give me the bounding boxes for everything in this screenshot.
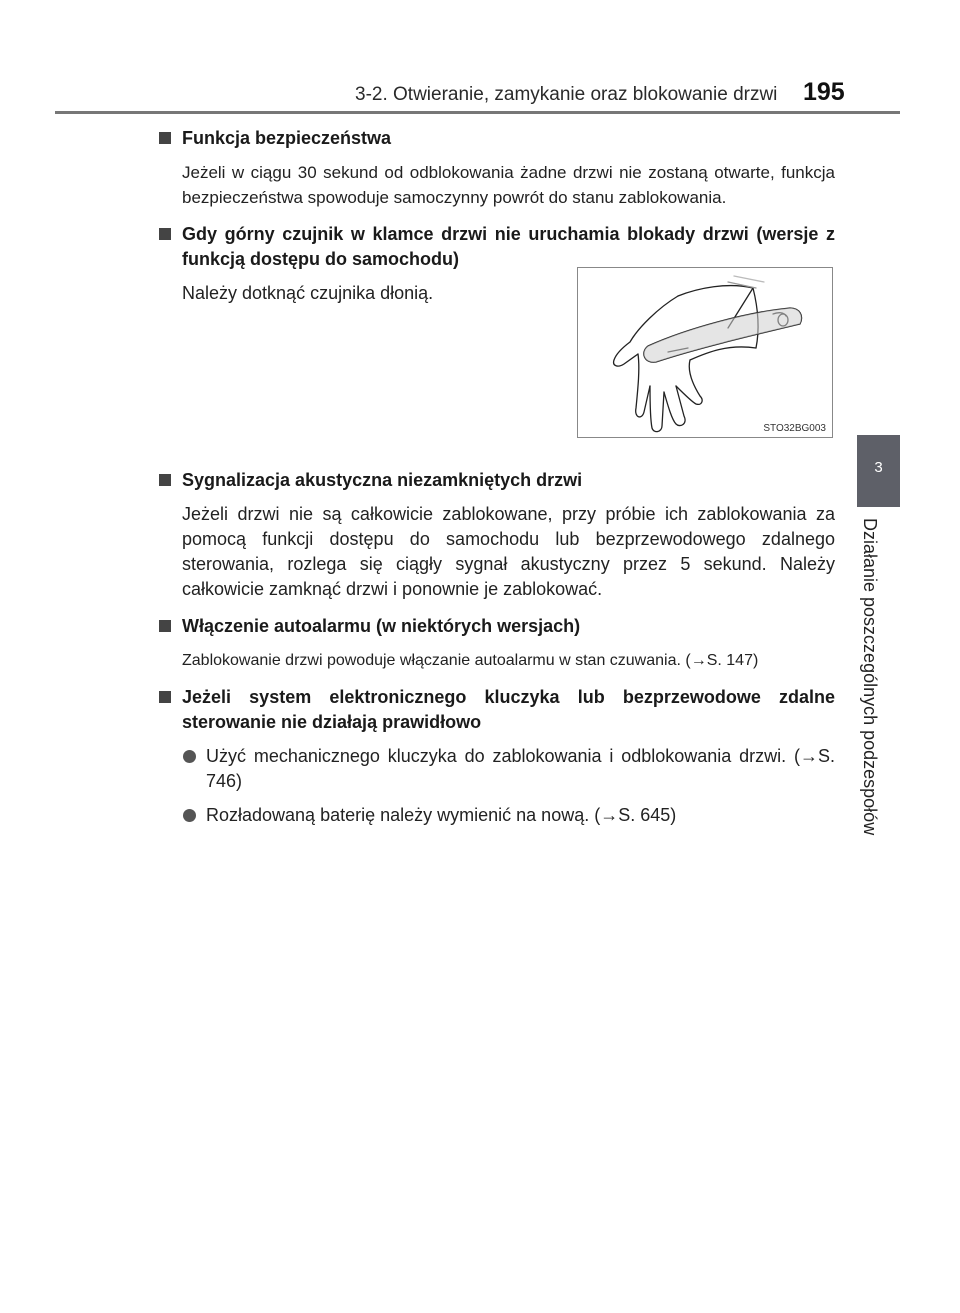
section-heading-text: Sygnalizacja akustyczna niezamkniętych drzwi — [182, 470, 583, 490]
square-bullet-icon — [159, 474, 171, 486]
section-heading — [155, 685, 835, 735]
section-text: Jeżeli drzwi nie są całkowicie zablokowane, przy próbie ich zablokowania za pomocą funkcji dostępu do samochodu lub bezprzewodowego zdalnego sterowania, rozlega się ciągły sygnał akustyczny przez 5 sekund. Należy całkowicie zamknąć drzwi i ponownie je zablokować. — [182, 504, 835, 599]
chapter-side-label: Działanie poszczególnych podzespołów — [860, 518, 880, 836]
header-title: 3-2. Otwieranie, zamykanie oraz blokowanie drzwi — [355, 84, 778, 105]
section-heading-text: Włączenie autoalarmu (w niektórych wersjach) — [182, 616, 581, 636]
section-heading — [155, 126, 835, 151]
section-heading — [155, 468, 835, 493]
header-rule — [55, 111, 900, 114]
figure-hand-door-handle — [577, 267, 833, 438]
section-text: Jeżeli w ciągu 30 sekund od odblokowania żadne drzwi nie zostaną otwarte, funkcja bezpieczeństwa spowoduje samoczynny powrót do stanu zablokowania. — [182, 163, 835, 207]
bullet-item — [155, 803, 835, 828]
section-key-malfunction — [155, 685, 835, 828]
section-text: Zablokowanie drzwi powoduje włączanie autoalarmu w stan czuwania. (→S. 147) — [182, 652, 759, 669]
bullet-text: Rozładowaną baterię należy wymienić na nową. (→S. 645) — [206, 805, 677, 825]
section-heading — [155, 614, 835, 639]
hand-touching-handle-illustration — [578, 268, 832, 437]
square-bullet-icon — [159, 228, 171, 240]
round-bullet-icon — [183, 750, 196, 763]
chapter-tab-number: 3 — [874, 459, 883, 476]
main-content — [155, 126, 835, 840]
square-bullet-icon — [159, 132, 171, 144]
square-bullet-icon — [159, 620, 171, 632]
section-text: Należy dotknąć czujnika dłonią. — [182, 283, 434, 303]
section-heading-text: Gdy górny czujnik w klamce drzwi nie uruchamia blokady drzwi (wersje z funkcją dostępu do samochodu) — [182, 224, 835, 269]
section-safety-function — [155, 126, 835, 210]
section-heading — [155, 222, 835, 272]
section-auto-alarm — [155, 614, 835, 673]
section-heading-text: Jeżeli system elektronicznego kluczyka lub bezprzewodowe zdalne sterowanie nie działają prawidłowo — [182, 687, 835, 732]
chapter-tab[interactable] — [857, 435, 900, 507]
bullet-item — [155, 744, 835, 794]
round-bullet-icon — [183, 809, 196, 822]
section-door-alarm — [155, 468, 835, 602]
bullet-text: Użyć mechanicznego kluczyka do zablokowania i odblokowania drzwi. (→S. 746) — [206, 746, 835, 791]
figure-code: STO32BG003 — [763, 423, 826, 434]
square-bullet-icon — [159, 691, 171, 703]
page-number: 195 — [803, 78, 845, 106]
section-heading-text: Funkcja bezpieczeństwa — [182, 128, 392, 148]
